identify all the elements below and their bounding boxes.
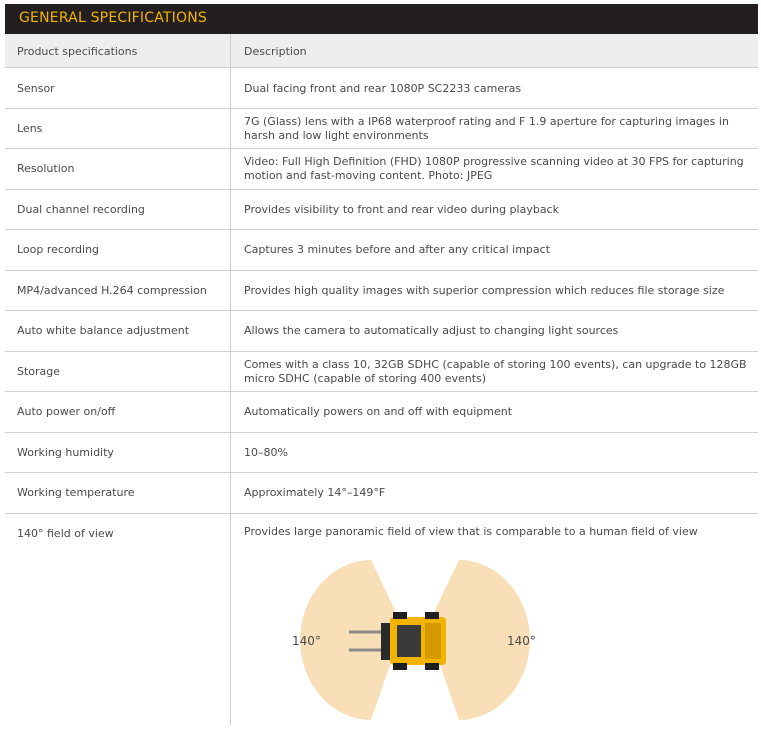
spec-name: Sensor [17, 82, 55, 95]
spec-name: 140° field of view [17, 527, 114, 540]
spec-description: Video: Full High Definition (FHD) 1080P progressive scanning video at 30 FPS for capturing motion and fast-moving content. Photo: JPEG [244, 155, 744, 182]
table-row [5, 433, 758, 473]
spec-description: Provides large panoramic field of view that is comparable to a human field of view [244, 525, 698, 538]
spec-description: Automatically powers on and off with equipment [244, 405, 513, 418]
spec-name: Working humidity [17, 446, 114, 459]
table-row [5, 68, 758, 109]
table-row [5, 271, 758, 311]
left-angle-label: 140° [292, 634, 321, 648]
spec-name: Storage [17, 365, 61, 378]
column-header-spec: Product specifications [17, 45, 138, 58]
spec-description: 7G (Glass) lens with a IP68 waterproof rating and F 1.9 aperture for capturing images in harsh and low light environments [244, 115, 729, 142]
spec-description: 10–80% [244, 446, 288, 459]
right-angle-label: 140° [507, 634, 536, 648]
table-row [5, 109, 758, 149]
spec-description: Provides high quality images with superior compression which reduces file storage size [244, 284, 725, 297]
spec-description: Captures 3 minutes before and after any critical impact [244, 243, 551, 256]
spec-name: Resolution [17, 162, 75, 175]
table-row [5, 392, 758, 433]
spec-name: Auto white balance adjustment [17, 324, 190, 337]
column-header-description: Description [244, 45, 307, 58]
spec-name: Lens [17, 122, 43, 135]
table-header-row [5, 34, 758, 68]
section-header [5, 4, 758, 34]
spec-description: Approximately 14°–149°F [244, 486, 386, 499]
spec-description: Dual facing front and rear 1080P SC2233 cameras [244, 82, 522, 95]
section-title: GENERAL SPECIFICATIONS [19, 10, 207, 26]
spec-description: Allows the camera to automatically adjust to changing light sources [244, 324, 619, 337]
spec-description: Provides visibility to front and rear video during playback [244, 203, 559, 216]
field-of-view-diagram [285, 555, 545, 727]
spec-name: Dual channel recording [17, 203, 145, 216]
spec-name: Auto power on/off [17, 405, 116, 418]
table-row [5, 230, 758, 271]
table-row [5, 473, 758, 514]
table-row [5, 352, 758, 392]
column-divider [230, 34, 231, 725]
table-row [5, 149, 758, 190]
table-row [5, 311, 758, 352]
spec-description: Comes with a class 10, 32GB SDHC (capable of storing 100 events), can upgrade to 128GB micro SDHC (capable of storing 400 events) [244, 358, 747, 385]
table-row [5, 190, 758, 230]
spec-name: Loop recording [17, 243, 100, 256]
spec-name: MP4/advanced H.264 compression [17, 284, 207, 297]
spec-name: Working temperature [17, 486, 135, 499]
